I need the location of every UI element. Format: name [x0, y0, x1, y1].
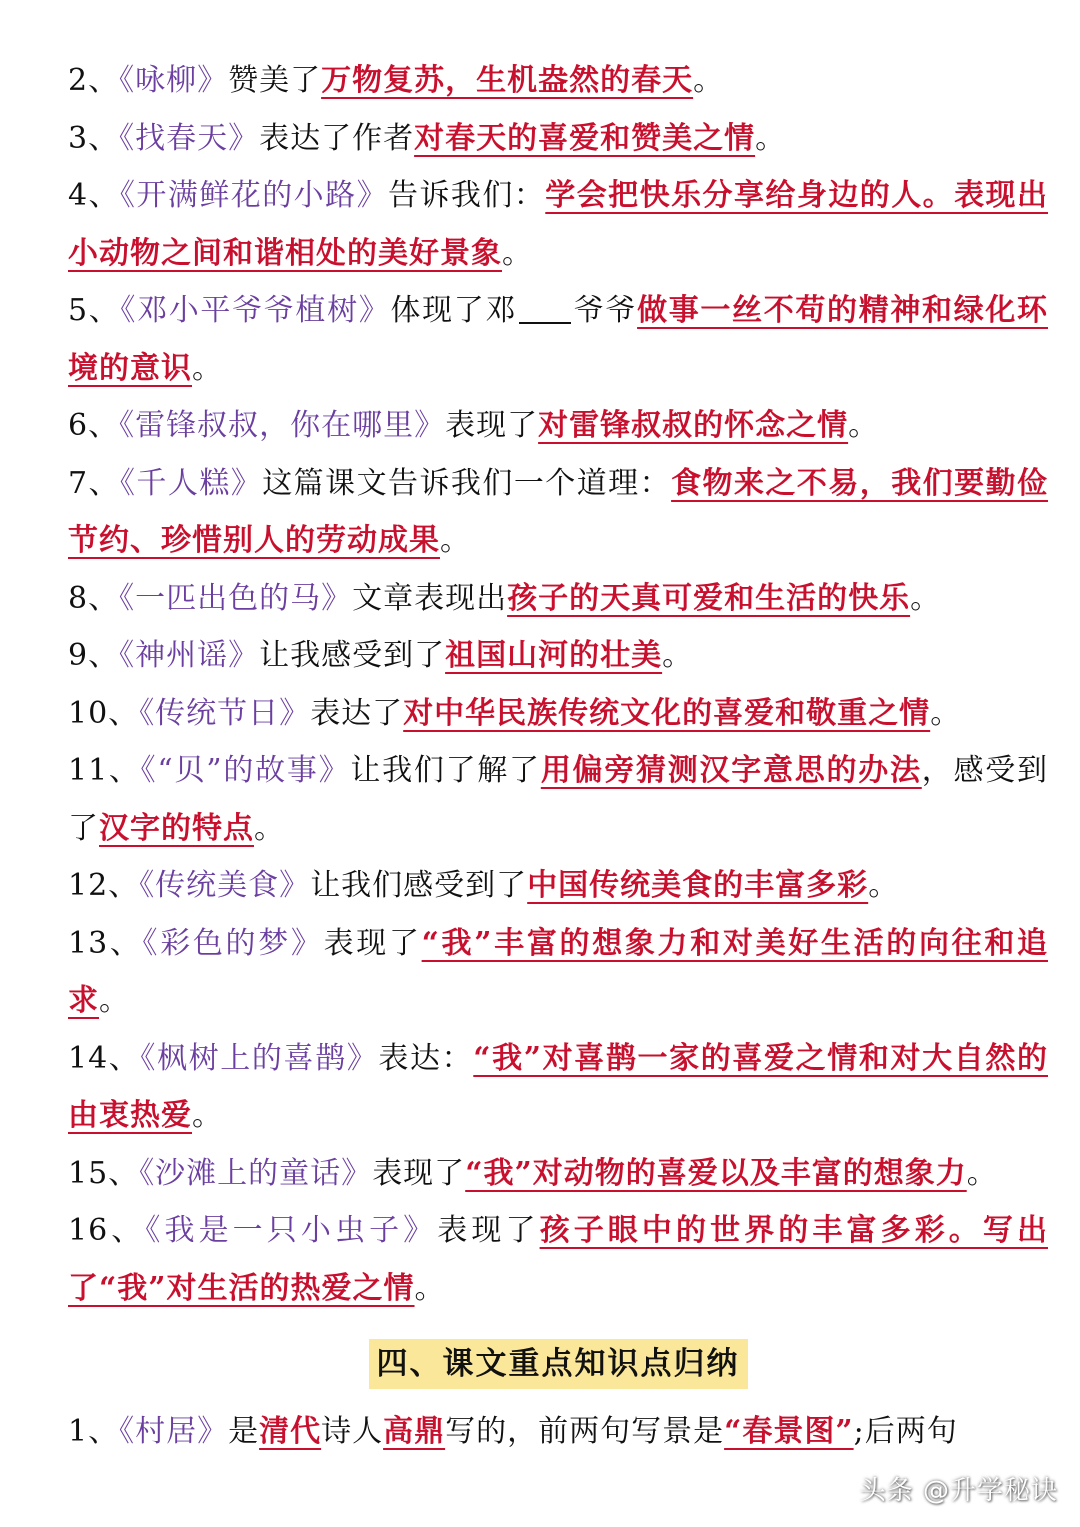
section-heading	[68, 1339, 1048, 1389]
list-item: 2、《咏柳》赞美了万物复苏，生机盎然的春天。	[68, 63, 725, 98]
answer-text: “我”丰富的想象力和对美好生活的向往和追求	[68, 925, 1048, 1018]
lesson-title: 《雷锋叔叔，你在哪里》	[119, 408, 446, 443]
lesson-title: 《神州谣》	[119, 638, 260, 673]
list-item: 16、《我是一只小虫子》表现了孩子眼中的世界的丰富多彩。写出了“我”对生活的热爱之情。	[68, 1213, 1048, 1306]
lesson-title: 《开满鲜花的小路》	[119, 178, 389, 213]
answer-text: 清代	[259, 1414, 322, 1449]
answer-text: 学会把快乐分享给身边的人。表现出小动物之间和谐相处的美好景象	[68, 178, 1049, 271]
answer-text: 对春天的喜爱和赞美之情	[414, 120, 756, 156]
list-item: 1、《村居》是清代诗人高鼎写的，前两句写景是“春景图”;后两句	[68, 1414, 958, 1449]
lesson-title: 《我是一只小虫子》	[145, 1213, 438, 1248]
document-body	[68, 52, 1048, 1461]
answer-text: 中国传统美食的丰富多彩	[527, 868, 869, 903]
answer-text: 孩子的天真可爱和生活的快乐	[507, 580, 911, 616]
list-item: 4、《开满鲜花的小路》告诉我们：学会把快乐分享给身边的人。表现出小动物之间和谐相处的美好景象。	[68, 178, 1049, 271]
list-item: 6、《雷锋叔叔，你在哪里》表现了对雷锋叔叔的怀念之情。	[68, 408, 880, 443]
answer-text: “我”对动物的喜爱以及丰富的想象力	[465, 1155, 967, 1191]
answer-text: 对中华民族传统文化的喜爱和敬重之情	[403, 695, 931, 731]
list-item: 3、《找春天》表达了作者对春天的喜爱和赞美之情。	[68, 120, 787, 156]
answer-text: 汉字的特点	[99, 810, 254, 846]
fill-blank	[519, 292, 571, 324]
lesson-title: 《邓小平爷爷植树》	[120, 293, 391, 328]
list-item: 15、《沙滩上的童话》表现了“我”对动物的喜爱以及丰富的想象力。	[68, 1155, 998, 1191]
answer-text: 万物复苏，生机盎然的春天	[321, 63, 694, 98]
list-item: 10、《传统节日》表达了对中华民族传统文化的喜爱和敬重之情。	[68, 695, 962, 731]
lesson-title: 《彩色的梦》	[142, 925, 324, 961]
lesson-title: 《村居》	[119, 1414, 229, 1449]
answer-text: 对雷锋叔叔的怀念之情	[538, 408, 849, 443]
answer-text: 孩子眼中的世界的丰富多彩。写出了“我”对生活的热爱之情	[68, 1213, 1048, 1306]
lesson-title: 《沙滩上的童话》	[139, 1155, 373, 1191]
lesson-title: 《传统节日》	[139, 695, 311, 731]
list-item: 14、《枫树上的喜鹊》表达：“我”对喜鹊一家的喜爱之情和对大自然的由衷热爱。	[68, 1040, 1048, 1133]
answer-text: 高鼎	[383, 1414, 446, 1449]
lesson-title: 《找春天》	[119, 120, 260, 156]
list-item: 13、《彩色的梦》表现了“我”丰富的想象力和对美好生活的向往和追求。	[68, 925, 1048, 1018]
list-item: 5、《邓小平爷爷植树》体现了邓 爷爷做事一丝不苟的精神和绿化环境的意识。	[68, 293, 1049, 386]
answer-text: “春景图”	[724, 1414, 854, 1449]
list-item: 9、《神州谣》让我感受到了祖国山河的壮美。	[68, 638, 694, 673]
answer-text: 做事一丝不苟的精神和绿化环境的意识	[68, 293, 1049, 386]
list-item: 8、《一匹出色的马》文章表现出孩子的天真可爱和生活的快乐。	[68, 580, 942, 616]
lesson-title: 《咏柳》	[119, 63, 229, 98]
watermark: 头条 @升学秘诀	[859, 1476, 1058, 1506]
lesson-title: 《传统美食》	[139, 868, 311, 903]
lesson-title: 《枫树上的喜鹊》	[140, 1040, 379, 1076]
section-title: 四、课文重点知识点归纳	[369, 1339, 748, 1389]
lesson-title: 《千人糕》	[119, 465, 263, 501]
lesson-title: 《一匹出色的马》	[119, 580, 353, 616]
list-item: 7、《千人糕》这篇课文告诉我们一个道理：食物来之不易，我们要勤俭节约、珍惜别人的劳动成果。	[68, 465, 1049, 558]
lesson-title: 《“贝”的故事》	[140, 753, 351, 788]
answer-text: “我”对喜鹊一家的喜爱之情和对大自然的由衷热爱	[68, 1040, 1048, 1133]
list-item: 11、《“贝”的故事》让我们了解了用偏旁猜测汉字意思的办法，感受到了汉字的特点。	[68, 753, 1049, 846]
answer-text: 食物来之不易，我们要勤俭节约、珍惜别人的劳动成果	[68, 465, 1049, 558]
answer-text: 用偏旁猜测汉字意思的办法	[540, 753, 922, 788]
list-item: 12、《传统美食》让我们感受到了中国传统美食的丰富多彩。	[68, 868, 900, 903]
answer-text: 祖国山河的壮美	[445, 638, 663, 673]
